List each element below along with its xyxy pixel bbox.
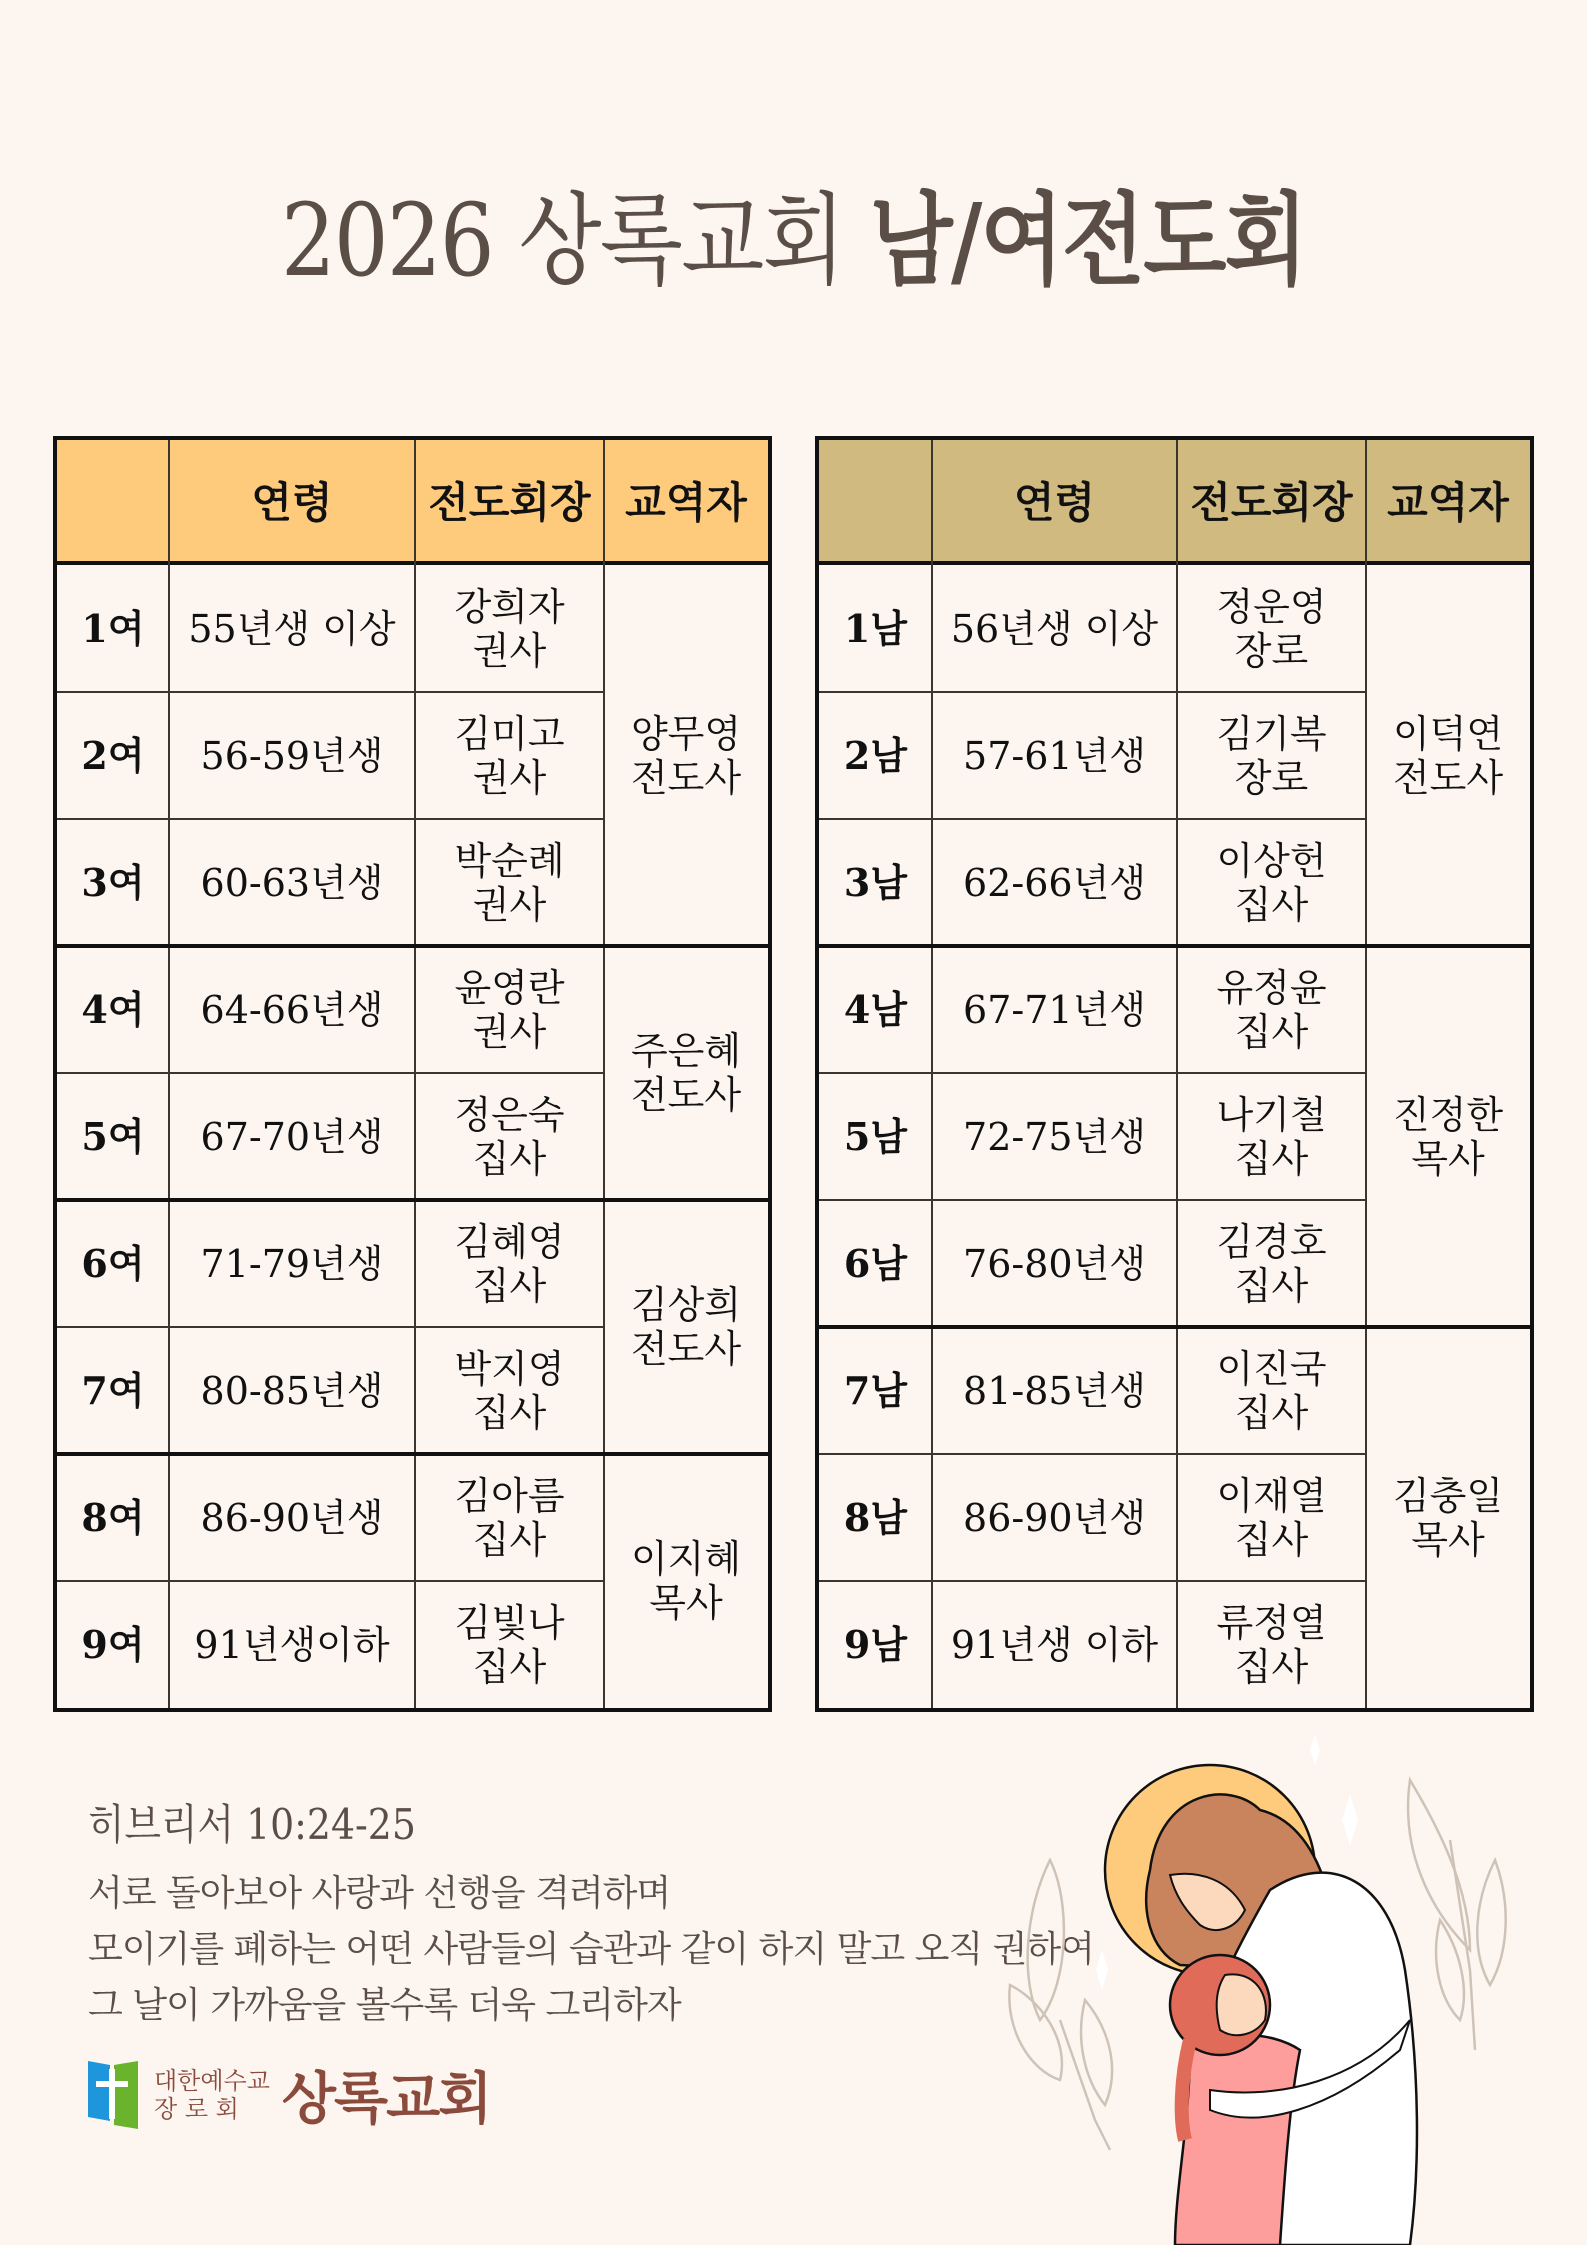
group-label: 5여 xyxy=(81,1113,145,1159)
leader-title: 집사 xyxy=(472,1136,547,1181)
leader-name: 김미고 xyxy=(454,711,565,756)
age-range: 71-79년생 xyxy=(200,1241,384,1286)
leader-title: 장로 xyxy=(1234,628,1309,673)
age-range: 64-66년생 xyxy=(200,987,384,1032)
mission-leader xyxy=(415,819,604,946)
mission-leader xyxy=(1177,946,1366,1073)
age-range: 67-70년생 xyxy=(200,1114,384,1159)
leader-name: 김경호 xyxy=(1216,1219,1327,1264)
header-cell: 교역자 xyxy=(1387,477,1509,527)
group-label: 2남 xyxy=(843,732,908,778)
minister-title: 목사 xyxy=(1411,1517,1485,1562)
age-range: 81-85년생 xyxy=(963,1368,1146,1413)
minister-title: 전도사 xyxy=(630,755,742,800)
minister-name: 진정한 xyxy=(1392,1092,1504,1137)
minister xyxy=(604,565,768,946)
row-divider xyxy=(819,691,1366,693)
age-range: 57-61년생 xyxy=(963,733,1146,778)
minister xyxy=(1366,946,1530,1327)
header-cell xyxy=(57,440,169,565)
row-divider xyxy=(57,818,604,820)
leader-title: 집사 xyxy=(472,1263,547,1308)
bible-verse xyxy=(88,1792,1094,2034)
leader-title: 집사 xyxy=(472,1644,547,1689)
leader-title: 집사 xyxy=(472,1390,547,1435)
mission-leader xyxy=(1177,1454,1366,1581)
leader-name: 강희자 xyxy=(454,584,565,629)
leader-name: 유정윤 xyxy=(1216,965,1327,1010)
minister-title: 전도사 xyxy=(630,1327,742,1371)
minister xyxy=(1366,565,1530,946)
mission-leader xyxy=(1177,1581,1366,1708)
header-cell: 교역자 xyxy=(625,477,747,527)
header-cell: 전도회장 xyxy=(428,477,591,527)
title-bold: 남/여전도회 xyxy=(869,181,1307,299)
age-range: 72-75년생 xyxy=(963,1114,1146,1159)
page-title xyxy=(111,181,1476,299)
verse-line: 모이기를 폐하는 어떤 사람들의 습관과 같이 하지 말고 오직 권하여 xyxy=(88,1929,1094,1970)
leader-title: 장로 xyxy=(1234,755,1309,800)
leader-title: 집사 xyxy=(1234,1263,1309,1308)
age-range: 60-63년생 xyxy=(200,860,384,905)
group-label: 7여 xyxy=(81,1367,145,1413)
mission-leader xyxy=(1177,1327,1366,1454)
minister-name: 김상희 xyxy=(630,1283,742,1327)
denomination-line-1: 대한예수교 xyxy=(154,2067,270,2095)
leader-name: 윤영란 xyxy=(454,965,565,1010)
mission-leader xyxy=(415,692,604,819)
age-range: 86-90년생 xyxy=(200,1495,384,1540)
church-logo xyxy=(88,2055,490,2135)
group-label: 3여 xyxy=(81,859,145,905)
women-mission-table xyxy=(53,436,772,1712)
mission-leader xyxy=(415,1327,604,1454)
mission-leader xyxy=(415,946,604,1073)
leader-name: 박순례 xyxy=(454,838,565,883)
group-label: 4남 xyxy=(843,986,908,1032)
header-cell: 연령 xyxy=(251,477,333,527)
mission-leader xyxy=(1177,1073,1366,1200)
header-cell: 전도회장 xyxy=(1190,477,1353,527)
minister-title: 전도사 xyxy=(1392,755,1504,800)
header-cell: 연령 xyxy=(1013,477,1096,527)
age-range: 55년생 이상 xyxy=(188,606,396,651)
mission-leader xyxy=(415,1581,604,1708)
leader-title: 집사 xyxy=(1234,1390,1309,1435)
leader-title: 집사 xyxy=(1234,1517,1309,1562)
mission-leader xyxy=(415,1073,604,1200)
mission-leader xyxy=(1177,692,1366,819)
title-regular: 2026 상록교회 xyxy=(280,182,870,299)
row-divider xyxy=(57,691,604,693)
age-range: 62-66년생 xyxy=(963,860,1146,905)
leader-name: 나기철 xyxy=(1216,1092,1327,1137)
group-label: 7남 xyxy=(843,1367,908,1413)
leader-title: 권사 xyxy=(472,1009,547,1054)
men-mission-table xyxy=(815,436,1534,1712)
row-divider xyxy=(57,1072,604,1074)
leader-name: 김아름 xyxy=(454,1473,565,1518)
minister xyxy=(604,946,768,1200)
header-cell xyxy=(819,440,932,565)
mission-leader xyxy=(1177,565,1366,692)
group-label: 9여 xyxy=(81,1621,145,1667)
leader-title: 집사 xyxy=(1234,1009,1309,1054)
age-range: 76-80년생 xyxy=(963,1241,1146,1286)
leader-title: 집사 xyxy=(1234,1136,1309,1181)
minister-name: 김충일 xyxy=(1392,1473,1504,1518)
minister-title: 목사 xyxy=(1411,1136,1485,1181)
row-divider xyxy=(57,1580,604,1582)
leader-name: 김기복 xyxy=(1216,711,1327,756)
verse-line: 그 날이 가까움을 볼수록 더욱 그리하자 xyxy=(88,1985,681,2026)
mission-leader xyxy=(1177,819,1366,946)
group-label: 8여 xyxy=(81,1494,145,1540)
minister xyxy=(604,1454,768,1708)
leader-title: 집사 xyxy=(1234,1644,1309,1689)
minister-name: 이덕연 xyxy=(1392,711,1504,756)
minister-name: 양무영 xyxy=(630,711,742,756)
group-label: 6남 xyxy=(843,1240,908,1286)
age-range: 67-71년생 xyxy=(963,987,1146,1032)
mission-leader xyxy=(415,1454,604,1581)
leader-title: 권사 xyxy=(472,755,547,800)
verse-line: 서로 돌아보아 사랑과 선행을 격려하며 xyxy=(88,1873,671,1914)
group-label: 2여 xyxy=(81,732,145,778)
group-label: 3남 xyxy=(843,859,908,905)
verse-reference: 히브리서 10:24-25 xyxy=(88,1800,416,1849)
group-label: 5남 xyxy=(843,1113,908,1159)
minister-title: 목사 xyxy=(649,1581,723,1625)
group-label: 6여 xyxy=(81,1240,145,1286)
leader-name: 이진국 xyxy=(1216,1346,1327,1391)
age-range: 91년생이하 xyxy=(194,1622,390,1667)
minister-name: 이지혜 xyxy=(630,1537,742,1581)
group-label: 4여 xyxy=(81,986,145,1032)
denomination-name xyxy=(154,2067,270,2123)
group-label: 9남 xyxy=(843,1621,908,1667)
minister xyxy=(1366,1327,1530,1708)
age-range: 86-90년생 xyxy=(963,1495,1146,1540)
group-label: 8남 xyxy=(843,1494,908,1540)
jesus-hugging-child-illustration xyxy=(1000,1720,1587,2245)
church-name: 상록교회 xyxy=(281,2067,491,2132)
leader-name: 김빛나 xyxy=(454,1600,565,1645)
mission-leader xyxy=(1177,1200,1366,1327)
minister-name: 주은혜 xyxy=(630,1029,742,1073)
cross-book-icon xyxy=(88,2059,140,2131)
minister-title: 전도사 xyxy=(630,1073,742,1117)
leader-name: 류정열 xyxy=(1216,1600,1327,1645)
leader-name: 이재열 xyxy=(1216,1473,1327,1518)
group-label: 1여 xyxy=(81,605,145,651)
row-divider xyxy=(819,1580,1366,1582)
leader-name: 김혜영 xyxy=(454,1219,565,1264)
age-range: 56년생 이상 xyxy=(950,606,1159,651)
age-range: 80-85년생 xyxy=(200,1368,384,1413)
age-range: 56-59년생 xyxy=(200,733,384,778)
leader-title: 권사 xyxy=(472,628,547,673)
row-divider xyxy=(819,1072,1366,1074)
row-divider xyxy=(819,818,1366,820)
age-range: 91년생 이하 xyxy=(950,1622,1159,1667)
row-divider xyxy=(819,1453,1366,1455)
minister xyxy=(604,1200,768,1454)
leader-name: 이상헌 xyxy=(1216,838,1327,883)
denomination-line-2: 장 로 회 xyxy=(154,2095,239,2123)
mission-leader xyxy=(415,565,604,692)
leader-name: 정은숙 xyxy=(454,1092,565,1137)
leader-title: 권사 xyxy=(472,882,547,927)
leader-name: 박지영 xyxy=(454,1346,565,1391)
group-label: 1남 xyxy=(843,605,908,651)
leader-title: 집사 xyxy=(1234,882,1309,927)
row-divider xyxy=(819,1199,1366,1201)
row-divider xyxy=(57,1326,604,1328)
leader-name: 정운영 xyxy=(1216,584,1327,629)
leader-title: 집사 xyxy=(472,1517,547,1562)
mission-leader xyxy=(415,1200,604,1327)
